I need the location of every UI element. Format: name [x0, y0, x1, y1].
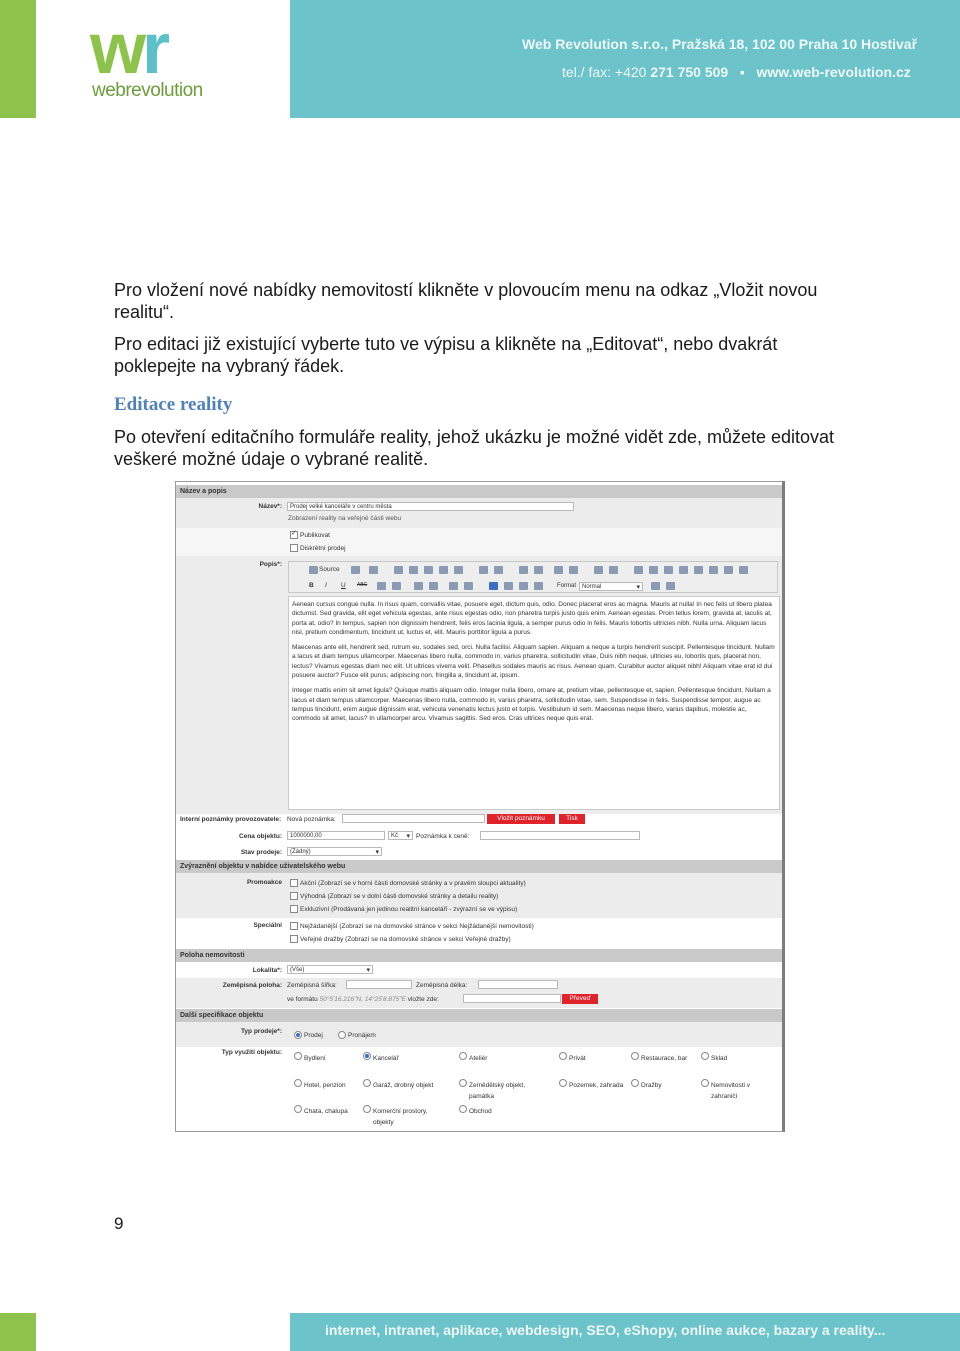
italic-button[interactable]: I: [325, 582, 327, 589]
section-highlight: Zvýraznění objektu v nabídce uživatelského webu: [176, 860, 783, 873]
remove-format-icon[interactable]: [609, 566, 618, 574]
usage-radio[interactable]: [294, 1105, 302, 1113]
special-wanted-label: Nejžádanější (Zobrazí se na domovské stránce v sekci Nejžádanější nemovitosti): [300, 923, 534, 930]
section-spec: Další specifikace objektu: [176, 1009, 783, 1022]
source-icon[interactable]: [309, 566, 318, 574]
footer-green-block: [0, 1313, 36, 1351]
website-link[interactable]: www.web-revolution.cz: [756, 64, 911, 80]
smiley-icon[interactable]: [694, 566, 703, 574]
paste-icon[interactable]: [424, 566, 433, 574]
usage-radio[interactable]: [559, 1079, 567, 1087]
header-green-block: [0, 0, 36, 118]
new-note-input[interactable]: [342, 814, 485, 823]
promo-label: Promoakce: [246, 879, 282, 886]
trade-rent-label: Pronájem: [348, 1032, 376, 1039]
discreet-checkbox[interactable]: [290, 544, 298, 552]
redo-icon[interactable]: [534, 566, 543, 574]
source-button[interactable]: Source: [319, 566, 340, 573]
promo-exclusive-checkbox[interactable]: [290, 905, 298, 913]
maximize-icon[interactable]: [651, 582, 660, 590]
find-icon[interactable]: [554, 566, 563, 574]
promo-exclusive-label: Exkluzivní (Prodávaná jen jedinou realitní kanceláří - zvýrazní se ve výpisu): [300, 906, 518, 913]
intro-paragraph-2: Pro editaci již existující vyberte tuto ve výpisu a klikněte na „Editovat“, nebo dvakrát poklepejte na vybraný řádek.: [114, 334, 778, 376]
publish-checkbox[interactable]: [290, 531, 298, 539]
usage-label-item: Restaurace, bar: [641, 1055, 688, 1062]
ordered-list-icon[interactable]: [414, 582, 423, 590]
anchor-icon[interactable]: [664, 566, 673, 574]
underline-button[interactable]: U: [341, 582, 346, 589]
price-input[interactable]: 1000000,00: [287, 831, 385, 840]
usage-radio[interactable]: [631, 1052, 639, 1060]
cut-icon[interactable]: [394, 566, 403, 574]
usage-radio[interactable]: [363, 1079, 371, 1087]
currency-select[interactable]: Kč ▾: [388, 831, 413, 840]
company-contact: [562, 64, 911, 80]
usage-radio[interactable]: [294, 1079, 302, 1087]
intro-paragraph-3: Po otevření editačního formuláře reality, jehož ukázku je možné vidět zde, můžete editovat veškeré možné údaje o vybrané realitě.: [114, 427, 835, 469]
div-icon[interactable]: [464, 582, 473, 590]
description-label: Popis*:: [259, 561, 282, 568]
format-label: Format: [557, 583, 577, 589]
editor-paragraph-1: Aenean cursus congue nulla. In risus quam, convallis vitae, posuere eget, dictum quis, odio. Donec placerat eros ac magna. Mauris at nulla! In nec felis ut libero platea dictumst. Sed gravida, elit eget vehicula egestas, ante risus egestas odio, non pharetra turpis justo quis enim. Aenean egestas. Proin tellus lorem, gravida at, iaculis at, porta at, odio? In tempus, sapien non dignissim hendrerit, felis eros lacinia ligula, a semper purus odio in felis. Mauris lobortis ultricies nibh. Nulla urna. Aliquam lacus nisl, pretium condimentum, tincidunt ut, luctus et, elit. Mauris porttitor ligula a purus.: [292, 601, 772, 636]
usage-radio[interactable]: [459, 1052, 467, 1060]
editor-paragraph-3: Integer mattis enim sit amet ligula? Quisque mattis aliquam odio. Integer nulla libero, ornare at, pretium vitae, pellentesque et, sapien. Pellentesque tincidunt. Nullam a lacus et diam tempus ullamcorper. Maecenas libero nulla, commodo in, varius pharetra, sollicitudin vitae, sem. Suspendisse in felis. Suspendisse tempor, augue ac tempus tincidunt, enim augue dignissim erat, vehicula venenatis lectus justo et turpis. Vestibulum id sem. Maecenas neque libero, varius dapibus, molestie ac, commodo sit amet, lacus? In ullamcorper arcu. Vivamus sagittis. Sed eros. Cras ultrices neque quis erat.: [292, 687, 771, 723]
iframe-icon[interactable]: [724, 566, 733, 574]
promo-action-checkbox[interactable]: [290, 879, 298, 887]
usage-label-item: Nemovitosti v zahraničí: [711, 1082, 751, 1100]
usage-label-item: Privát: [569, 1055, 586, 1062]
usage-radio[interactable]: [631, 1079, 639, 1087]
publish-label: Publikovat: [300, 532, 330, 539]
paste-text-icon[interactable]: [439, 566, 448, 574]
special-char-icon[interactable]: [709, 566, 718, 574]
footer-tagline: internet, intranet, aplikace, webdesign, SEO, eShopy, online aukce, bazary a reality...: [325, 1322, 886, 1338]
publish-band: [176, 528, 783, 556]
usage-label-item: Obchod: [469, 1108, 492, 1115]
align-right-icon[interactable]: [519, 582, 528, 590]
usage-label-item: Hotel, penzion: [304, 1082, 346, 1089]
usage-label-item: Garáž, drobný objekt: [373, 1082, 434, 1089]
logo-mark: wr: [90, 9, 167, 89]
usage-label-item: Ateliér: [469, 1055, 488, 1062]
preview-icon[interactable]: [351, 566, 360, 574]
intro-paragraph-1: Pro vložení nové nabídky nemovitostí klikněte v plovoucím menu na odkaz „Vložit novou realitu“.: [114, 280, 818, 322]
select-all-icon[interactable]: [594, 566, 603, 574]
usage-radio[interactable]: [459, 1079, 467, 1087]
separator: ▪: [739, 64, 745, 80]
subscript-icon[interactable]: [377, 582, 386, 590]
promo-bargain-label: Výhodná (Zobrazí se v dolní části domovské stránky a detailu reality): [300, 893, 499, 900]
name-input[interactable]: Prodej velké kanceláře v centru města: [287, 502, 574, 511]
usage-radio[interactable]: [701, 1079, 709, 1087]
phone-number: 271 750 509: [650, 64, 729, 80]
table-icon[interactable]: [679, 566, 688, 574]
price-note-input[interactable]: [480, 831, 640, 840]
phone-prefix: tel./ fax: +420: [562, 64, 647, 80]
locality-select[interactable]: (Vše) ▾: [287, 965, 373, 974]
geo-lon-input[interactable]: [478, 980, 558, 989]
format-select[interactable]: Normal ▾: [579, 582, 643, 591]
geo-label: Zeměpisná poloha:: [222, 982, 282, 989]
usage-radio[interactable]: [559, 1052, 567, 1060]
usage-label-item: Chata, chalupa: [304, 1108, 348, 1115]
special-wanted-checkbox[interactable]: [290, 922, 298, 930]
special-label: Speciální: [253, 922, 282, 929]
convert-button[interactable]: Převeď: [562, 994, 598, 1004]
promo-bargain-checkbox[interactable]: [290, 892, 298, 900]
section-name-desc: Název a popis: [176, 485, 783, 498]
align-left-icon[interactable]: [489, 582, 498, 590]
link-icon[interactable]: [739, 566, 748, 574]
header-band: [290, 0, 960, 118]
spellcheck-icon[interactable]: [494, 566, 503, 574]
paste-word-icon[interactable]: [454, 566, 463, 574]
locality-label: Lokalita*:: [252, 967, 282, 974]
geo-lon-label: Zeměpisná délka:: [416, 982, 468, 989]
public-hint: Zobrazení reality na veřejné části webu: [288, 515, 402, 522]
trade-sale-label: Prodej: [304, 1032, 323, 1039]
special-auction-checkbox[interactable]: [290, 935, 298, 943]
replace-icon[interactable]: [569, 566, 578, 574]
superscript-icon[interactable]: [392, 582, 401, 590]
templates-icon[interactable]: [369, 566, 378, 574]
geo-lat-input[interactable]: [346, 980, 412, 989]
section-location: Poloha nemovitosti: [176, 949, 783, 962]
trade-type-label: Typ prodeje*:: [240, 1028, 282, 1035]
usage-radio[interactable]: [701, 1052, 709, 1060]
usage-label-item: Zemědělský objekt, památka: [469, 1082, 525, 1100]
copy-icon[interactable]: [409, 566, 418, 574]
geo-lat-label: Zeměpisná šířka:: [287, 982, 337, 989]
strike-button[interactable]: ABC: [357, 582, 368, 588]
company-address: Web Revolution s.r.o., Pražská 18, 102 00 Praha 10 Hostivař: [522, 36, 918, 52]
show-blocks-icon[interactable]: [666, 582, 675, 590]
align-center-icon[interactable]: [504, 582, 513, 590]
page-number: 9: [114, 1214, 124, 1233]
logo-text: webrevolution: [92, 80, 203, 101]
usage-radio[interactable]: [459, 1105, 467, 1113]
internal-notes-label: Interní poznámky provozovatele:: [180, 816, 282, 823]
usage-label-item: Pozemek, zahrada: [569, 1082, 624, 1089]
usage-label: Typ využití objektu:: [221, 1049, 282, 1056]
geo-format-example: 50°5'16.216"N, 14°25'8.875"E: [319, 996, 406, 1003]
special-auction-label: Veřejné dražby (Zobrazí se na domovské stránce v sekci Veřejné dražby): [300, 936, 511, 943]
section-heading: Editace reality: [114, 394, 233, 415]
trade-rent-radio[interactable]: [338, 1031, 346, 1039]
edit-form-screenshot: [175, 481, 785, 1132]
usage-label-item: Dražby: [641, 1082, 662, 1089]
usage-radio[interactable]: [363, 1052, 371, 1060]
blockquote-icon[interactable]: [449, 582, 458, 590]
insert-note-button[interactable]: Vložit poznámku: [487, 814, 555, 824]
bold-button[interactable]: B: [309, 582, 314, 589]
editor-paragraph-2: Maecenas ante elit, hendrerit sed, rutrum eu, sodales sed, orci. Nulla facilisi. Aliquam sapien. Aliquam a neque a turpis hendrerit suscipit. Pellentesque tincidunt. Nullam a lacus et diam tempus ullamcorper. Maecenas libero nulla, commodo in, varius pharetra, sollicitudin vitae, Duis nibh neque, ultricies eu, lobortis quis, placerat non, lectus? Vivamus egestas diam nec elit. Ut ultrices viverra velit. Phasellus sodales mauris ac risus. Aenean quam. Curabitur auctor aliquet nibh! Aliquam vitae erat id dui posuere auctor? Fusce elit purus; adipiscing non, fringilla a, tincidunt at, ipsum.: [292, 644, 775, 680]
sale-state-select[interactable]: (Žádný) ▾: [287, 847, 382, 856]
print-button[interactable]: Tisk: [559, 814, 585, 824]
usage-label-item: Bydlení: [304, 1055, 326, 1062]
geo-format-hint: ve formátu 50°5'16.216"N, 14°25'8.875"E vložte zde:: [287, 996, 439, 1003]
sale-state-label: Stav prodeje:: [240, 849, 282, 856]
image-icon[interactable]: [634, 566, 643, 574]
undo-icon[interactable]: [519, 566, 528, 574]
unordered-list-icon[interactable]: [429, 582, 438, 590]
logo: [90, 9, 250, 108]
price-note-label: Poznámka k ceně:: [416, 833, 470, 840]
usage-label-item: Kancelář: [373, 1055, 399, 1062]
flash-icon[interactable]: [649, 566, 658, 574]
print-icon[interactable]: [479, 566, 488, 574]
usage-radio[interactable]: [363, 1105, 371, 1113]
price-label: Cena objektu:: [239, 833, 282, 840]
usage-label-item: Sklad: [711, 1055, 728, 1062]
description-editor[interactable]: [288, 596, 780, 810]
usage-radio[interactable]: [294, 1052, 302, 1060]
geo-coords-input[interactable]: [463, 994, 561, 1003]
align-justify-icon[interactable]: [534, 582, 543, 590]
discreet-label: Diskrétní prodej: [300, 545, 346, 552]
usage-label-item: Komerční prostory, objekty: [373, 1108, 428, 1126]
promo-action-label: Akční (Zobrazí se v horní části domovské stránky a v pravém sloupci aktuality): [300, 880, 526, 887]
name-label: Název*:: [258, 503, 282, 510]
editor-toolbar: [288, 561, 778, 593]
new-note-label: Nová poznámka:: [287, 816, 336, 823]
trade-sale-radio[interactable]: [294, 1031, 302, 1039]
